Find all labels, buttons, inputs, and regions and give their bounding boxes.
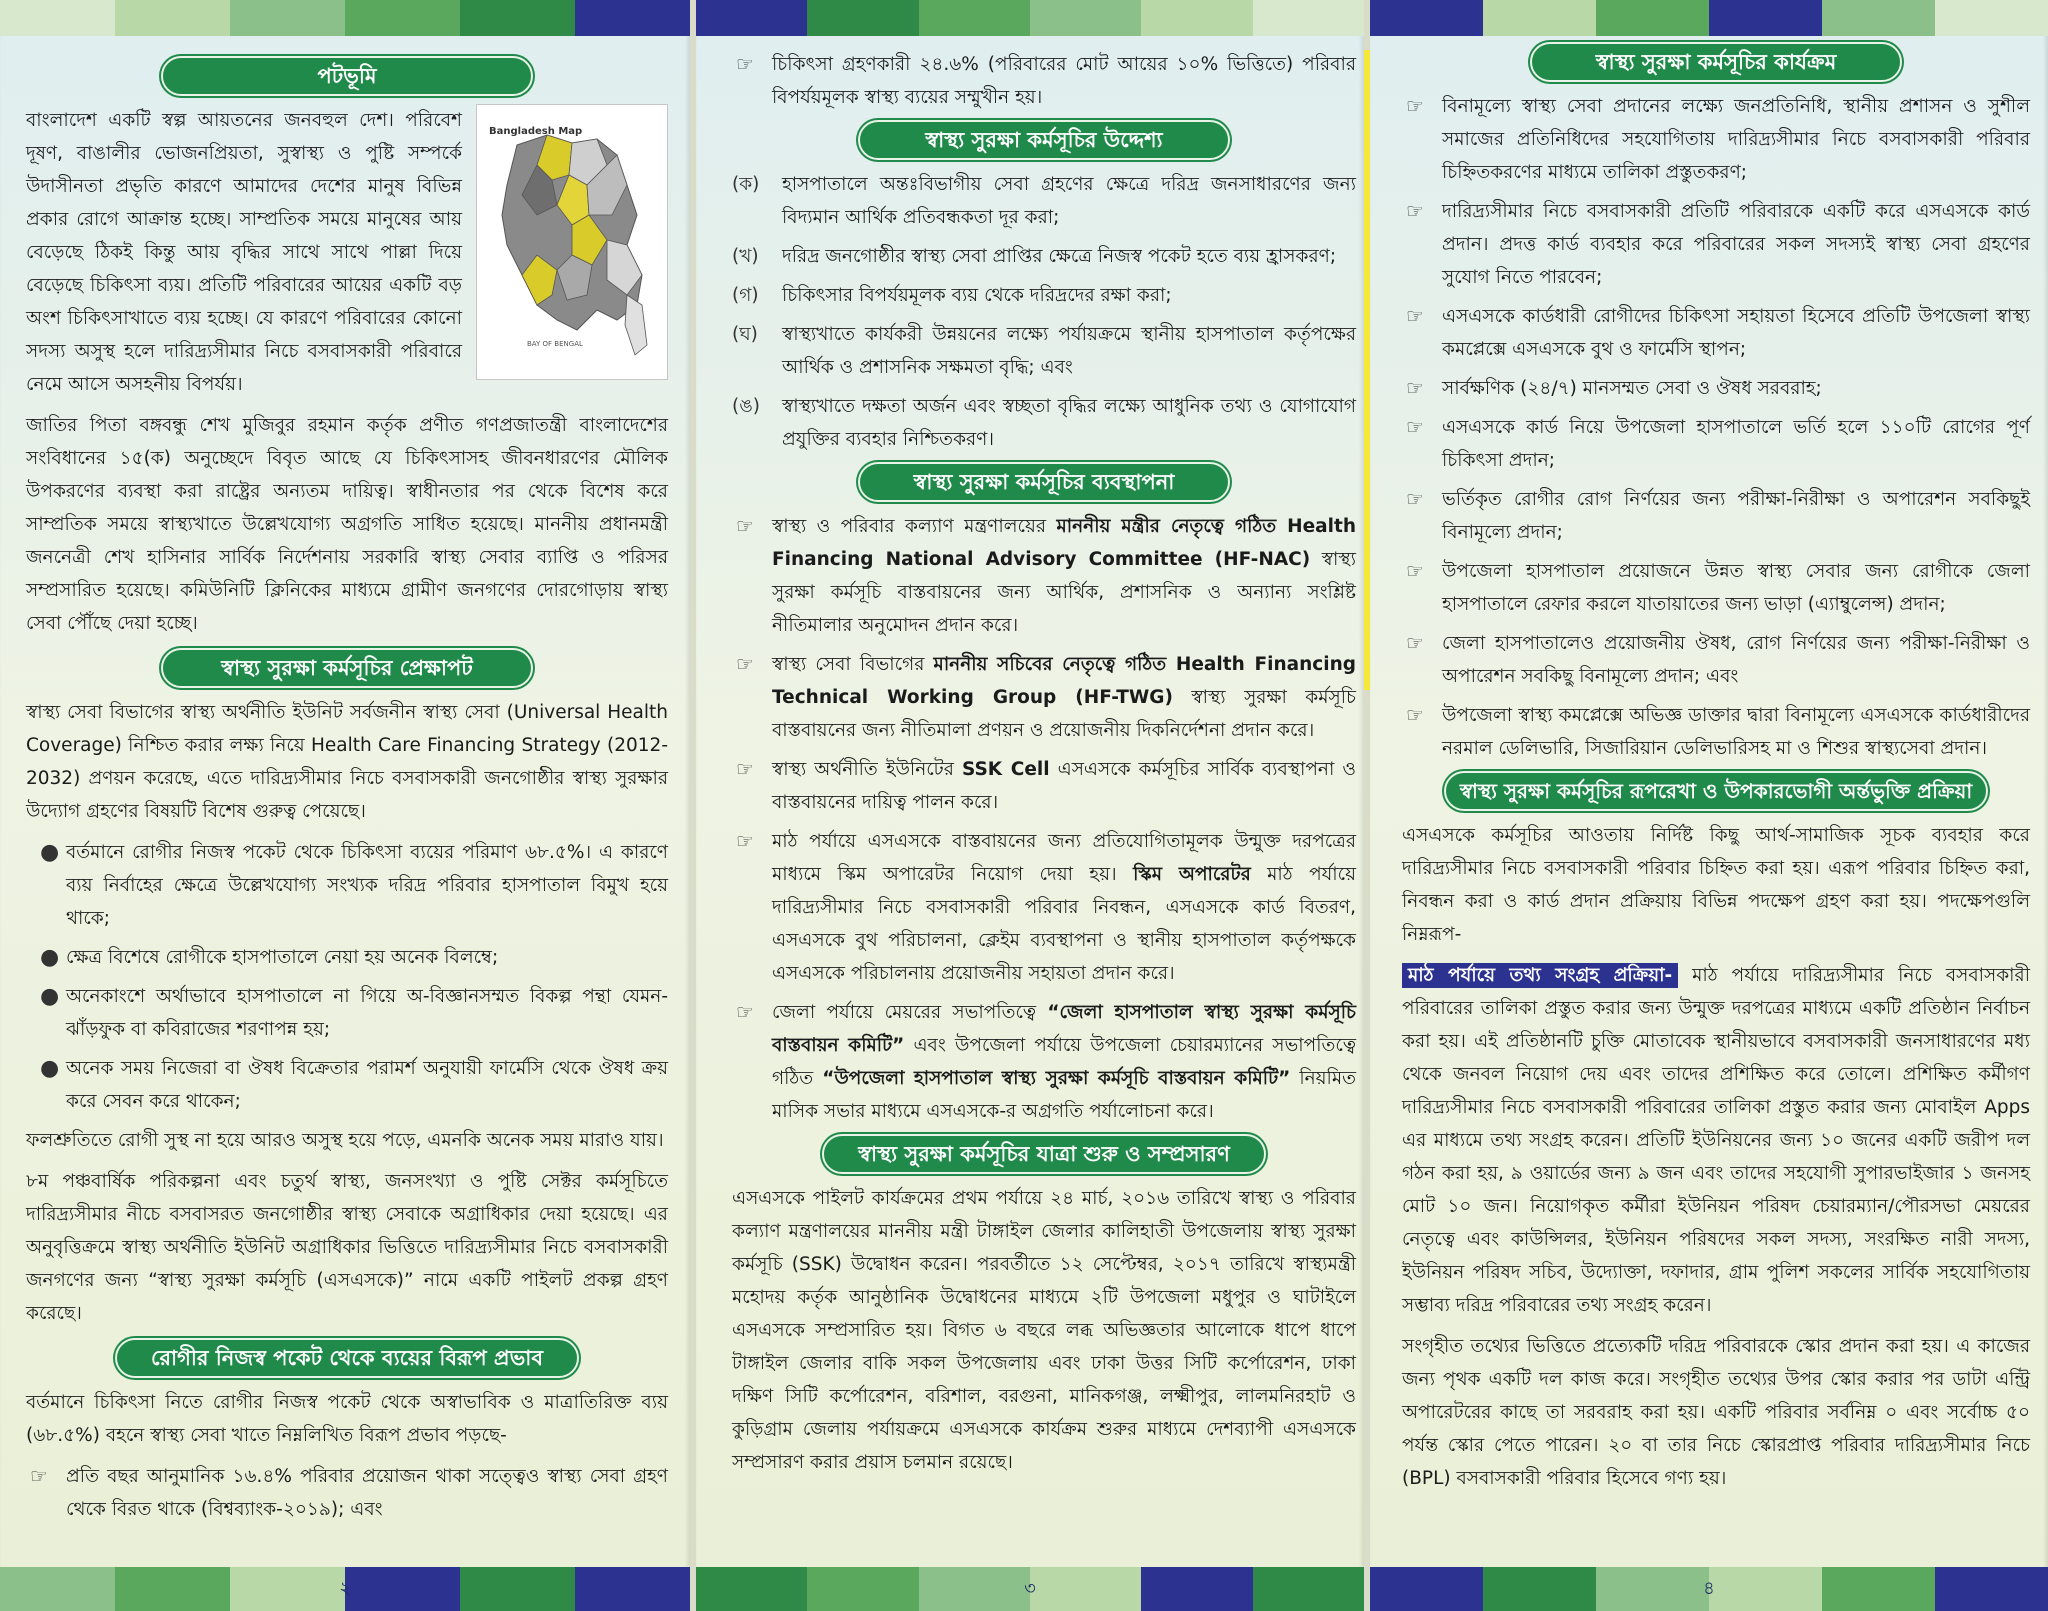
list-item: ☞ জেলা হাসপাতালেও প্রয়োজনীয় ঔষধ, রোগ নির্ণয়ের জন্য পরীক্ষা-নিরীক্ষা ও অপারেশন সবকিছু বিনামূল্যে প্রদান; এবং [1402, 627, 2030, 693]
bangladesh-map-image [476, 104, 668, 380]
list-item: ☞ এসএসকে কার্ড নিয়ে উপজেলা হাসপাতালে ভর্তি হলে ১১০টি রোগের পূর্ণ চিকিৎসা প্রদান; [1402, 411, 2030, 477]
pointing-hand-icon: ☞ [1406, 487, 1424, 511]
pointing-hand-icon: ☞ [736, 52, 754, 76]
page-number: ৪ [1703, 1578, 1715, 1599]
list-item: (গ) চিকিৎসার বিপর্যয়মূলক ব্যয় থেকে দরিদ্রদের রক্ষা করা; [732, 285, 1172, 306]
list-item: ☞ উপজেলা হাসপাতাল প্রয়োজনে উন্নত স্বাস্থ্য সেবার জন্য রোগীকে জেলা হাসপাতালে রেফার করলে যাতায়াতের জন্য ভাড়া (এ্যাম্বুলেন্স) প্রদান; [1402, 555, 2030, 621]
bullet-dot-icon: ● [40, 984, 60, 1009]
list-item: ☞ বিনামূল্যে স্বাস্থ্য সেবা প্রদানের লক্ষ্যে জনপ্রতিনিধি, স্থানীয় প্রশাসন ও সুশীল সমাজের প্রতিনিধিদের সহযোগিতায় দারিদ্র্যসীমার নিচে বসবাসকারী পরিবার চিহ্নিতকরণের মাধ্যমে তালিকা প্রস্তুতকরণ; [1402, 90, 2030, 189]
list-item: ☞ এসএসকে কার্ডধারী রোগীদের চিকিৎসা সহায়তা হিসেবে প্রতিটি উপজেলা স্বাস্থ্য কমপ্লেক্সে এসএসকে বুথ ও ফার্মেসি স্থাপন; [1402, 300, 2030, 366]
bullet-dot-icon: ● [40, 945, 60, 970]
top-color-stripe [1370, 0, 2048, 36]
heading-background: পটভূমি [161, 56, 533, 96]
list-item: ☞ চিকিৎসা গ্রহণকারী ২৪.৬% (পরিবারের মোট আয়ের ১০% ভিত্তিতে) পরিবার বিপর্যয়মূলক স্বাস্থ্য ব্যয়ের সম্মুখীন হয়। [732, 48, 1356, 114]
pointing-hand-icon: ☞ [736, 1000, 754, 1024]
page-number: ৩ [1024, 1578, 1036, 1599]
paragraph: জাতির পিতা বঙ্গবন্ধু শেখ মুজিবুর রহমান কর্তৃক প্রণীত গণপ্রজাতন্ত্রী বাংলাদেশের সংবিধানের ১৫(ক) অনুচ্ছেদে বিবৃত আছে যে চিকিৎসাসহ জীবনধারণের মৌলিক উপকরণের ব্যবস্থা করা রাষ্ট্রের অন্যতম দায়িত্ব। স্বাধীনতার পর থেকে বিশেষ করে সাম্প্রতিক সময়ে স্বাস্থ্যখাতে উল্লেখযোগ্য অগ্রগতি সাধিত হয়েছে। মাননীয় প্রধানমন্ত্রী জননেত্রী শেখ হাসিনার সার্বিক নির্দেশনায় সরকারি স্বাস্থ্য সেবার ব্যাপ্তি ও পরিসর সম্প্রসারিত হয়েছে। কমিউনিটি ক্লিনিকের মাধ্যমে গ্রামীণ জনগণের দোরগোড়ায় স্বাস্থ্য সেবা পৌঁছে দেয়া হচ্ছে। [26, 415, 668, 634]
bullet-dot-icon: ● [40, 840, 60, 865]
list-item: (ক) হাসপাতালে অন্তঃবিভাগীয় সেবা গ্রহণের ক্ষেত্রে দরিদ্র জনসাধারণের জন্য বিদ্যমান আর্থিক প্রতিবন্ধকতা দূর করা; [732, 174, 1356, 228]
page-3-panel [696, 0, 1364, 1611]
list-item: ● বর্তমানে রোগীর নিজস্ব পকেট থেকে চিকিৎসা ব্যয়ের পরিমাণ ৬৮.৫%। এ কারণে ব্যয় নির্বাহের ক্ষেত্রে উল্লেখযোগ্য সংখ্যক দরিদ্র পরিবার হাসপাতাল বিমুখ হয়ে থাকে; [26, 836, 668, 935]
map-title: Bangladesh Map [489, 126, 583, 137]
pointing-hand-icon: ☞ [1406, 631, 1424, 655]
pointing-hand-icon: ☞ [1406, 703, 1424, 727]
list-item: (খ) দরিদ্র জনগোষ্ঠীর স্বাস্থ্য সেবা প্রাপ্তির ক্ষেত্রে নিজস্ব পকেট হতে ব্যয় হ্রাসকরণ; [732, 246, 1337, 267]
list-item: ● অনেকাংশে অর্থাভাবে হাসপাতালে না গিয়ে অ-বিজ্ঞানসম্মত বিকল্প পন্থা যেমন- ঝাঁড়ফুক বা কবিরাজের শরণাপন্ন হয়; [26, 980, 668, 1046]
list-item: ☞ ভর্তিকৃত রোগীর রোগ নির্ণয়ের জন্য পরীক্ষা-নিরীক্ষা ও অপারেশন সবকিছুই বিনামূল্যে প্রদান; [1402, 483, 2030, 549]
list-item: ☞ মাঠ পর্যায়ে এসএসকে বাস্তবায়নের জন্য প্রতিযোগিতামূলক উন্মুক্ত দরপত্রের মাধ্যমে স্কিম অপারেটর নিয়োগ দেয়া হয়। স্কিম অপারেটর মাঠ পর্যায়ে দারিদ্র্যসীমার নিচে বসবাসকারী পরিবার নিবন্ধন, এসএসকে কার্ড বিতরণ, এসএসকে বুথ পরিচালনা, ক্লেইম ব্যবস্থাপনা ও স্থানীয় হাসপাতাল কর্তৃপক্ষকে এসএসকে পরিচালনায় প্রয়োজনীয় সহায়তা প্রদান করে। [732, 825, 1356, 990]
context-bullet-list [26, 836, 668, 1118]
field-collection-label: মাঠ পর্যায়ে তথ্য সংগ্রহ প্রক্রিয়া- [1402, 963, 1678, 988]
heading-objectives: স্বাস্থ্য সুরক্ষা কর্মসূচির উদ্দেশ্য [858, 120, 1230, 160]
page-2-panel [0, 0, 690, 1611]
list-item: ● অনেক সময় নিজেরা বা ঔষধ বিক্রেতার পরামর্শ অনুযায়ী ফার্মেসি থেকে ঔষধ ক্রয় করে সেবন করে থাকেন; [26, 1052, 668, 1118]
list-item: ☞ প্রতি বছর আনুমানিক ১৬.৪% পরিবার প্রয়োজন থাকা সত্ত্বেও স্বাস্থ্য সেবা গ্রহণ থেকে বিরত থাকে (বিশ্বব্যাংক-২০১৯); এবং [26, 1460, 668, 1526]
heading-outline: স্বাস্থ্য সুরক্ষা কর্মসূচির রূপরেখা ও উপকারভোগী অর্ন্তভুক্তি প্রক্রিয়া [1444, 771, 1988, 811]
pointing-hand-icon: ☞ [1406, 304, 1424, 328]
paragraph: স্বাস্থ্য সেবা বিভাগের স্বাস্থ্য অর্থনীতি ইউনিট সর্বজনীন স্বাস্থ্য সেবা (Universal Health Coverage) নিশ্চিত করার লক্ষ্য নিয়ে Health Care Financing Strategy (2012-2032) প্রণয়ন করেছে, এতে দারিদ্র্যসীমার নিচে বসবাসকারী জনগোষ্ঠীর স্বাস্থ্য সুরক্ষার উদ্যোগ গ্রহণের বিষয়টি বিশেষ গুরুত্ব পেয়েছে। [26, 702, 668, 822]
heading-launch: স্বাস্থ্য সুরক্ষা কর্মসূচির যাত্রা শুরু ও সম্প্রসারণ [822, 1134, 1266, 1174]
map-footer: BAY OF BENGAL [527, 340, 583, 348]
list-item: ● ক্ষেত্র বিশেষে রোগীকে হাসপাতালে নেয়া হয় অনেক বিলম্বে; [26, 941, 668, 974]
list-item: ☞ জেলা পর্যায়ে মেয়রের সভাপতিত্বে “জেলা হাসপাতাল স্বাস্থ্য সুরক্ষা কর্মসূচি বাস্তবায়ন কমিটি” এবং উপজেলা পর্যায়ে উপজেলা চেয়ারম্যানের সভাপতিত্বে গঠিত “উপজেলা হাসপাতাল স্বাস্থ্য সুরক্ষা কর্মসূচি বাস্তবায়ন কমিটি” নিয়মিত মাসিক সভার মাধ্যমে এসএসকে-র অগ্রগতি পর্যালোচনা করে। [732, 996, 1356, 1128]
pointing-hand-icon: ☞ [1406, 559, 1424, 583]
list-item: (ঙ) স্বাস্থ্যখাতে দক্ষতা অর্জন এবং স্বচ্ছতা বৃদ্ধির লক্ষ্যে আধুনিক তথ্য ও যোগাযোগ প্রযুক্তির ব্যবহার নিশ্চিতকরণ। [732, 396, 1356, 450]
list-item: ☞ স্বাস্থ্য অর্থনীতি ইউনিটের SSK Cell এসএসকে কর্মসূচির সার্বিক ব্যবস্থাপনা ও বাস্তবায়নের দায়িত্ব পালন করে। [732, 753, 1356, 819]
pointing-hand-icon: ☞ [1406, 376, 1424, 400]
list-item: ☞ স্বাস্থ্য সেবা বিভাগের মাননীয় সচিবের নেতৃত্বে গঠিত Health Financing Technical Working Group (HF-TWG) স্বাস্থ্য সুরক্ষা কর্মসূচি বাস্তবায়নের জন্য নীতিমালা প্রণয়ন ও প্রয়োজনীয় দিকনির্দেশনা প্রদান করে। [732, 648, 1356, 747]
paragraph: বাংলাদেশ একটি স্বল্প আয়তনের জনবহুল দেশ। পরিবেশ দূষণ, বাঙালীর ভোজনপ্রিয়তা, সুস্বাস্থ্য ও পুষ্টি সম্পর্কে উদাসীনতা প্রভৃতি কারণে আমাদের দেশের মানুষ বিভিন্ন প্রকার রোগে আক্রান্ত হচ্ছে। সাম্প্রতিক সময়ে মানুষের আয় বেড়েছে ঠিকই কিন্তু আয় বৃদ্ধির সাথে সাথে পাল্লা দিয়ে বেড়েছে চিকিৎসা ব্যয়। প্রতিটি পরিবারের আয়ের একটি বড় অংশ চিকিৎসাখাতে ব্যয় হচ্ছে। যে কারণে পরিবারের কোনো সদস্য অসুস্থ হলে দারিদ্র্যসীমার নিচে বসবাসকারী পরিবারে নেমে আসে অসহনীয় বিপর্যয়। [26, 110, 462, 395]
paragraph: সংগৃহীত তথ্যের ভিত্তিতে প্রত্যেকটি দরিদ্র পরিবারকে স্কোর প্রদান করা হয়। এ কাজের জন্য পৃথক একটি দল কাজ করে। সংগৃহীত তথ্যের উপর স্কোর করার পর ডাটা এন্ট্রি অপারেটরের কাছে তা সরবরাহ করা হয়। একটি পরিবার সর্বনিম্ন ০ এবং সর্বোচ্চ ৫০ পর্যন্ত স্কোর পেতে পারেন। ২০ বা তার নিচে স্কোরপ্রাপ্ত পরিবার দারিদ্র্যসীমার নিচে (BPL) বসবাসকারী পরিবার হিসেবে গণ্য হয়। [1402, 1336, 2030, 1489]
page-number: ২ [339, 1578, 351, 1599]
paragraph: ফলশ্রুতিতে রোগী সুস্থ না হয়ে আরও অসুস্থ হয়ে পড়ে, এমনকি অনেক সময় মারাও যায়। [26, 1130, 664, 1151]
paragraph: ৮ম পঞ্চবার্ষিক পরিকল্পনা এবং চতুর্থ স্বাস্থ্য, জনসংখ্যা ও পুষ্টি সেক্টর কর্মসূচিতে দারিদ্র্যসীমার নীচে বসবাসরত জনগোষ্ঠীর স্বাস্থ্য সেবাকে অগ্রাধিকার দেয়া হয়েছে। এর অনুবৃত্তিক্রমে স্বাস্থ্য অর্থনীতি ইউনিট অগ্রাধিকার ভিত্তিতে দারিদ্র্যসীমার নিচে বসবাসকারী জনগণের জন্য “স্বাস্থ্য সুরক্ষা কর্মসূচি (এসএসকে)” নামে একটি পাইলট প্রকল্প গ্রহণ করেছে। [26, 1171, 668, 1324]
pointing-hand-icon: ☞ [736, 757, 754, 781]
list-item: ☞ সার্বক্ষণিক (২৪/৭) মানসম্মত সেবা ও ঔষধ সরবরাহ; [1402, 372, 2030, 405]
bullet-dot-icon: ● [40, 1056, 60, 1081]
pointing-hand-icon: ☞ [736, 514, 754, 538]
paragraph: মাঠ পর্যায়ে তথ্য সংগ্রহ প্রক্রিয়া- মাঠ পর্যায়ে দারিদ্র্যসীমার নিচে বসবাসকারী পরিবারের তালিকা প্রস্তুত করার জন্য উন্মুক্ত দরপত্রের মাধ্যমে একটি প্রতিষ্ঠান নির্বাচন করা হয়। এই প্রতিষ্ঠানটি চুক্তি মোতাবেক স্থানীয়ভাবে বসবাসকারী জনসাধারণের মধ্য থেকে জনবল নিয়োগ দেয় এবং তাদের প্রশিক্ষিত করে তোলে। প্রশিক্ষিত কর্মীগণ দারিদ্র্যসীমার নিচে বসবাসকারী পরিবারের তালিকা প্রস্তুত করার জন্য মোবাইল Apps এর মাধ্যমে তথ্য সংগ্রহ করেন। প্রতিটি ইউনিয়নের জন্য ১০ জনের একটি জরীপ দল গঠন করা হয়, ৯ ওয়ার্ডের জন্য ৯ জন এবং তাদের সহযোগী সুপারভাইজার ১ জনসহ মোট ১০ জন। নিয়োগকৃত কর্মীরা ইউনিয়ন পরিষদ চেয়ারম্যান/পৌরসভা মেয়রের নেতৃত্বে এবং কাউন্সিলর, ইউনিয়ন পরিষদের সকল সদস্য, সংরক্ষিত নারী সদস্য, ইউনিয়ন পরিষদ সচিব, উদ্যোক্তা, দফাদার, গ্রাম পুলিশ সকলের সার্বিক সহযোগিতায় সম্ভাব্য দরিদ্র পরিবারের তথ্য সংগ্রহ করেন। [1402, 965, 2030, 1316]
pointing-hand-icon: ☞ [736, 652, 754, 676]
page-4-panel [1370, 0, 2048, 1611]
heading-activities: স্বাস্থ্য সুরক্ষা কর্মসূচির কার্যক্রম [1530, 42, 1902, 82]
pointing-hand-icon: ☞ [1406, 415, 1424, 439]
paragraph: এসএসকে কর্মসূচির আওতায় নির্দিষ্ট কিছু আর্থ-সামাজিক সূচক ব্যবহার করে দারিদ্র্যসীমার নিচে বসবাসকারী পরিবার চিহ্নিত করা হয়। এরূপ পরিবার চিহ্নিত করা, নিবন্ধন করা ও কার্ড প্রদান প্রক্রিয়ায় বিভিন্ন পদক্ষেপ গ্রহণ করা হয়। পদক্ষেপগুলি নিম্নরূপ- [1402, 825, 2030, 945]
pointing-hand-icon: ☞ [1406, 199, 1424, 223]
management-list [732, 510, 1356, 1128]
pointing-hand-icon: ☞ [736, 829, 754, 853]
heading-context: স্বাস্থ্য সুরক্ষা কর্মসূচির প্রেক্ষাপট [161, 648, 533, 688]
objectives-list [732, 168, 1356, 456]
heading-management: স্বাস্থ্য সুরক্ষা কর্মসূচির ব্যবস্থাপনা [858, 462, 1230, 502]
activities-list [1402, 90, 2030, 765]
paragraph: এসএসকে পাইলট কার্যক্রমের প্রথম পর্যায়ে ২৪ মার্চ, ২০১৬ তারিখে স্বাস্থ্য ও পরিবার কল্যাণ মন্ত্রণালয়ের মাননীয় মন্ত্রী টাঙ্গাইল জেলার কালিহাতী উপজেলায় স্বাস্থ্য সুরক্ষা কর্মসূচি (SSK) উদ্বোধন করেন। পরবর্তীতে ১২ সেপ্টেম্বর, ২০১৭ তারিখে স্বাস্থ্যমন্ত্রী মহোদয় কর্তৃক আনুষ্ঠানিক উদ্বোধনের মাধ্যমে ২টি উপজেলা মধুপুর ও ঘাটাইলে এসএসকে সম্প্রসারিত হয়। বিগত ৬ বছরে লব্ধ অভিজ্ঞতার আলোকে ধাপে ধাপে টাঙ্গাইল জেলার বাকি সকল উপজেলায় এবং ঢাকা উত্তর সিটি কর্পোরেশন, ঢাকা দক্ষিণ সিটি কর্পোরেশন, বরিশাল, বরগুনা, মানিকগঞ্জ, লক্ষ্মীপুর, লালমনিরহাট ও কুড়িগ্রাম জেলায় পর্যায়ক্রমে এসএসকে কার্যক্রম শুরুর মাধ্যমে দেশব্যাপী এসএসকে সম্প্রসারণ করার প্রয়াস চলমান রয়েছে। [732, 1188, 1356, 1473]
list-item: (ঘ) স্বাস্থ্যখাতে কার্যকরী উন্নয়নের লক্ষ্যে পর্যায়ক্রমে স্থানীয় হাসপাতাল কর্তৃপক্ষের আর্থিক ও প্রশাসনিক সক্ষমতা বৃদ্ধি; এবং [732, 324, 1356, 378]
top-color-stripe [0, 0, 690, 36]
paragraph: বর্তমানে চিকিৎসা নিতে রোগীর নিজস্ব পকেট থেকে অস্বাভাবিক ও মাত্রাতিরিক্ত ব্যয় (৬৮.৫%) বহনে স্বাস্থ্য সেবা খাতে নিম্নলিখিত বিরূপ প্রভাব পড়ছে- [26, 1392, 668, 1446]
list-item: ☞ স্বাস্থ্য ও পরিবার কল্যাণ মন্ত্রণালয়ের মাননীয় মন্ত্রীর নেতৃত্বে গঠিত Health Financing National Advisory Committee (HF-NAC) স্বাস্থ্য সুরক্ষা কর্মসূচি বাস্তবায়নের জন্য আর্থিক, প্রশাসনিক ও অন্যান্য সংশ্লিষ্ট নীতিমালার অনুমোদন প্রদান করে। [732, 510, 1356, 642]
pointing-hand-icon: ☞ [30, 1464, 48, 1488]
pointing-hand-icon: ☞ [1406, 94, 1424, 118]
list-item: ☞ দারিদ্র্যসীমার নিচে বসবাসকারী প্রতিটি পরিবারকে একটি করে এসএসকে কার্ড প্রদান। প্রদত্ত কার্ড ব্যবহার করে পরিবারের সকল সদস্যই স্বাস্থ্য সেবা গ্রহণের সুযোগ নিতে পারবেন; [1402, 195, 2030, 294]
list-item: ☞ উপজেলা স্বাস্থ্য কমপ্লেক্সে অভিজ্ঞ ডাক্তার দ্বারা বিনামূল্যে এসএসকে কার্ডধারীদের নরমাল ডেলিভারি, সিজারিয়ান ডেলিভারিসহ মা ও শিশুর স্বাস্থ্যসেবা প্রদান। [1402, 699, 2030, 765]
top-color-stripe [696, 0, 1364, 36]
heading-impact: রোগীর নিজস্ব পকেট থেকে ব্যয়ের বিরূপ প্রভাব [115, 1338, 579, 1378]
